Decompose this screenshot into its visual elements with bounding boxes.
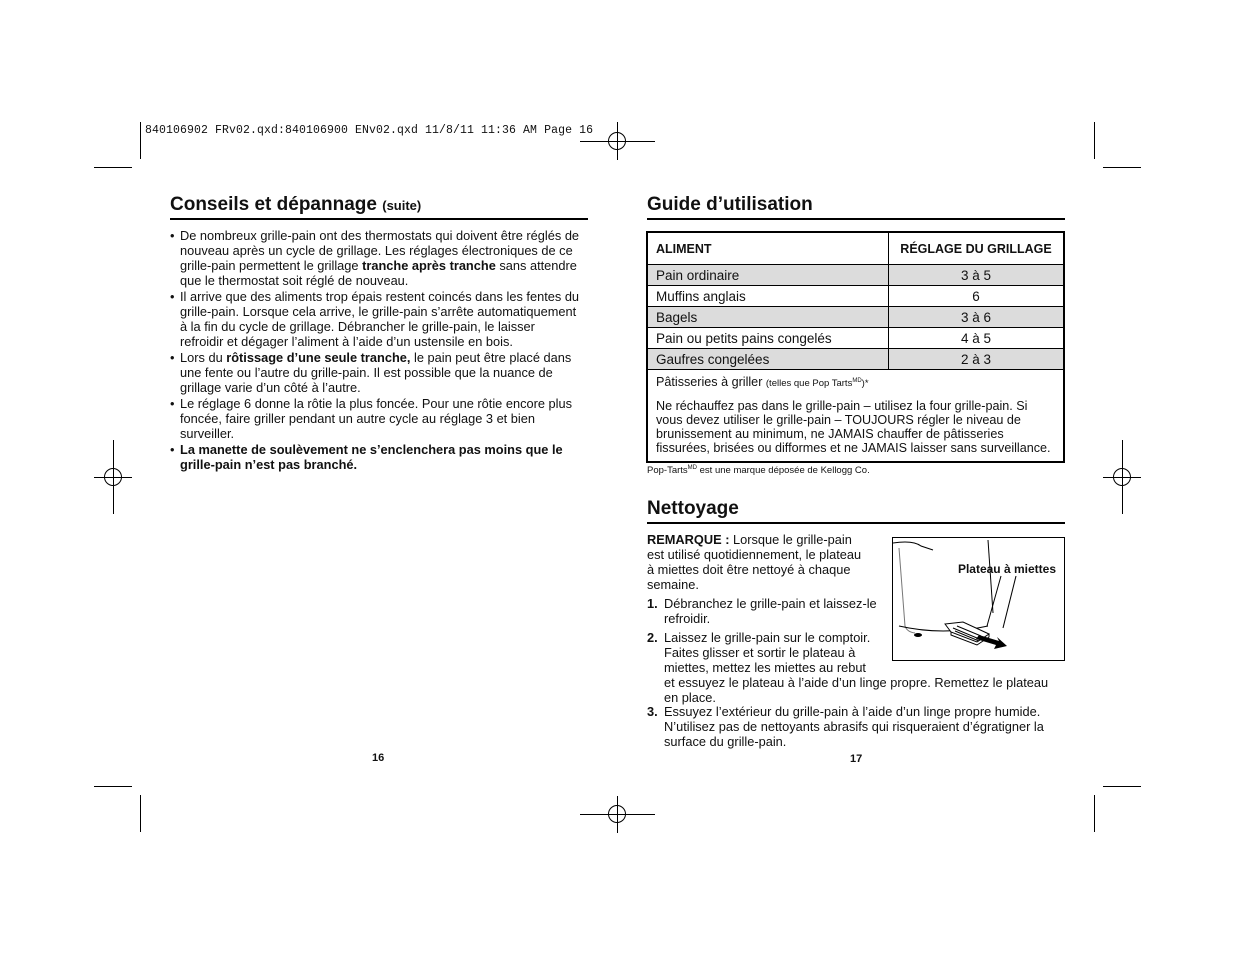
setting-cell: 3 à 5 bbox=[889, 265, 1065, 286]
step-2 bbox=[647, 630, 887, 675]
nettoyage-title-rule bbox=[647, 522, 1065, 524]
table-row bbox=[647, 328, 1064, 349]
pastry-example: (telles que Pop Tarts$^{MD}$)* bbox=[765, 378, 869, 390]
tips-list bbox=[170, 228, 580, 473]
setting-cell: 6 bbox=[889, 286, 1065, 307]
setting-cell: 3 à 6 bbox=[889, 307, 1065, 328]
table-row bbox=[647, 307, 1064, 328]
column-header-food: ALIMENT bbox=[647, 232, 889, 265]
section-title-guide: Guide d’utilisation bbox=[647, 194, 813, 215]
step-text: Essuyez l’extérieur du grille-pain à l’aide d’un linge propre humide. N’utilisez pas de nettoyants abrasifs qui risqueraient d’égratigner la surface du grille-pain. bbox=[664, 704, 1044, 749]
tip-item: • Lors du rôtissage d’une seule tranche, le pain peut être placé dans une fente ou l’autre du grille-pain. Il est possible que la nuance de grillage varie d’un côté à l’autre. bbox=[170, 350, 580, 395]
food-cell: Muffins anglais bbox=[647, 286, 889, 307]
tip-item: • La manette de soulèvement ne s’enclenchera pas moins que le grille-pain n’est pas branché. bbox=[170, 442, 580, 472]
step-number: 2. bbox=[647, 630, 658, 645]
step-text: Laissez le grille-pain sur le comptoir. Faites glisser et sortir le plateau à miettes, mettez les miettes au rebut bbox=[664, 630, 871, 675]
title-text: Conseils et dépannage bbox=[170, 194, 377, 215]
setting-cell: 4 à 5 bbox=[889, 328, 1065, 349]
section-title-nettoyage: Nettoyage bbox=[647, 498, 739, 519]
step-1 bbox=[647, 596, 880, 626]
file-slug: 840106902 FRv02.qxd:840106900 ENv02.qxd 11/8/11 11:36 AM Page 16 bbox=[145, 124, 594, 137]
table-header-row bbox=[647, 232, 1064, 265]
tip-item: • Il arrive que des aliments trop épais restent coincés dans les fentes du grille-pain. Lorsque cela arrive, le grille-pain s’arrête automatiquement à la fin du cycle de grillage. Débrancher le grille-pain, le laisser refroidir et dégager l’aliment à l’aide d’un ustensile en bois. bbox=[170, 289, 580, 349]
guide-title-rule bbox=[647, 218, 1065, 220]
tip-item: • De nombreux grille-pain ont des thermostats qui doivent être réglés de nouveau après un cycle de grillage. Les réglages électroniques de ce grille-pain permettent le grillage tranche après tranche sans attendre que le thermostat soit réglé de nouveau. bbox=[170, 228, 580, 288]
title-suffix: (suite) bbox=[382, 198, 422, 213]
trademark-footnote: Pop-Tarts$^{MD}$ est une marque déposée de Kellogg Co. bbox=[647, 465, 870, 477]
step-number: 3. bbox=[647, 704, 658, 719]
table-row bbox=[647, 349, 1064, 370]
section-title-conseils bbox=[170, 194, 421, 216]
remarque-note: REMARQUE : Lorsque le grille-pain est utilisé quotidiennement, le plateau à miettes doit être nettoyé à chaque semaine. bbox=[647, 532, 862, 592]
tip-item: • Le réglage 6 donne la rôtie la plus foncée. Pour une rôtie encore plus foncée, faire griller pendant un autre cycle au réglage 3 et bien surveiller. bbox=[170, 396, 580, 441]
pastry-warning: Ne réchauffez pas dans le grille-pain – utilisez la four grille-pain. Si vous devez utiliser le grille-pain – TOUJOURS régler le niveau de brunissement au minimum, ne JAMAIS chauffer de pâtisseries fissurées, brisées ou difformes et ne JAMAIS laisser sans surveillance. bbox=[656, 399, 1051, 456]
step-number: 1. bbox=[647, 596, 658, 611]
food-cell: Pain ou petits pains congelés bbox=[647, 328, 889, 349]
toasting-guide-table bbox=[646, 231, 1065, 463]
step-2-continued: et essuyez le plateau à l’aide d’un linge propre. Remettez le plateau en place. bbox=[664, 675, 1049, 705]
setting-cell: 2 à 3 bbox=[889, 349, 1065, 370]
column-header-setting: RÉGLAGE DU GRILLAGE bbox=[889, 232, 1065, 265]
table-row bbox=[647, 265, 1064, 286]
step-text: Débranchez le grille-pain et laissez-le refroidir. bbox=[664, 596, 877, 626]
page-number-left: 16 bbox=[372, 752, 385, 764]
food-cell: Bagels bbox=[647, 307, 889, 328]
food-cell: Gaufres congelées bbox=[647, 349, 889, 370]
toaster-drawing bbox=[893, 538, 1065, 661]
food-cell: Pain ordinaire bbox=[647, 265, 889, 286]
step-3 bbox=[647, 704, 1057, 749]
table-row bbox=[647, 286, 1064, 307]
title-rule bbox=[170, 218, 588, 220]
pastry-note bbox=[647, 370, 1064, 463]
crumb-tray-illustration bbox=[892, 537, 1065, 661]
page-number-right: 17 bbox=[850, 753, 863, 765]
pastry-label: Pâtisseries à griller bbox=[656, 375, 763, 390]
pastry-note-row bbox=[647, 370, 1064, 463]
figure-label: Plateau à miettes bbox=[957, 562, 1056, 576]
